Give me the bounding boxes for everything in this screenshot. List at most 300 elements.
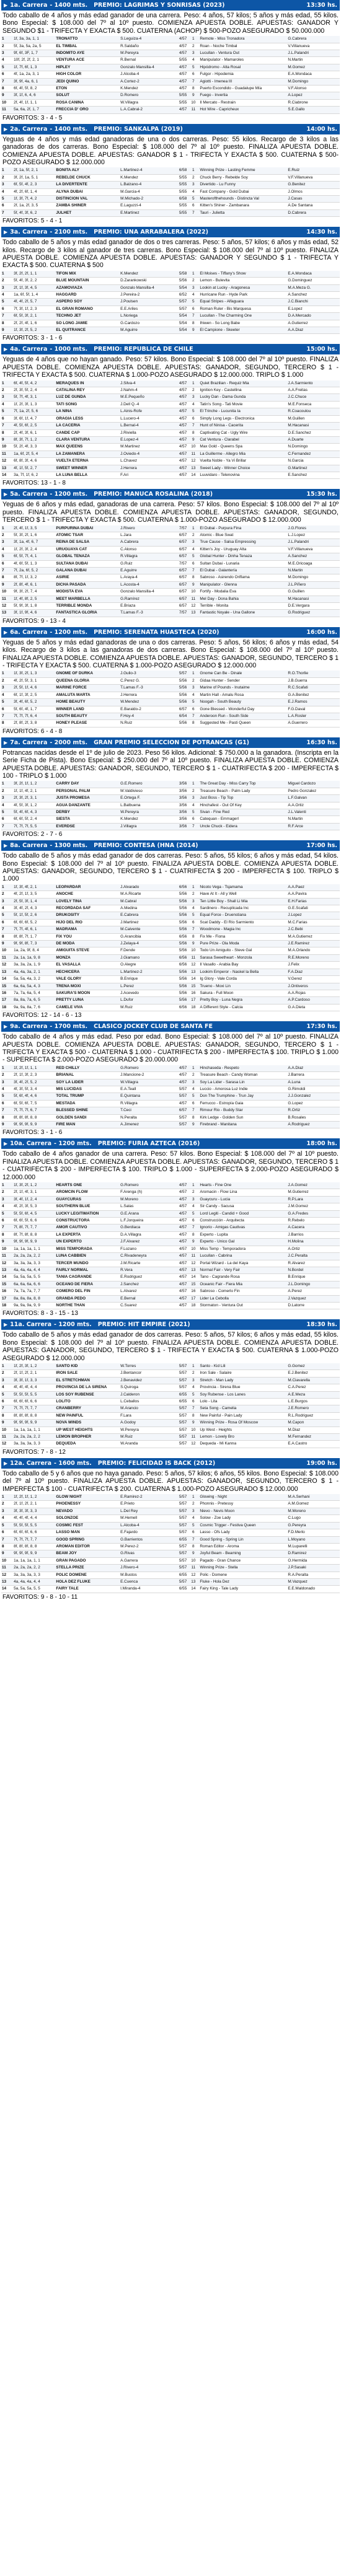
entry-number: 16 — [1, 990, 13, 996]
post-position: 1 — [187, 884, 199, 891]
trainer-name: E.Ruiz — [287, 167, 340, 174]
entry-form: 2a, 2a, 2a, 2, 2 — [13, 1253, 55, 1260]
horse-name: AMIGUITA STEVE — [55, 947, 120, 954]
race-distance: - 1200 mts. — [50, 628, 88, 636]
entry-weight: 6/57 — [170, 546, 187, 553]
race-block — [1, 124, 340, 225]
favorites-values: 3 - 1 - 6 — [40, 1129, 63, 1136]
entry-number: 9 — [1, 92, 13, 99]
entry-form: 5f, 3f, 2f, 1, 6 — [13, 532, 55, 538]
entry-form: 4f, 5f, 6f, 2, 5 — [13, 423, 55, 429]
race-conditions: Potrancas nacidas desde el 1º de julio de 2023. Peso 56 kilos. Adicional: $ 750.000 a la ganadora. (Inscripta en la Serie Ficha de Pista). Bono Especial: $ 250.000 del 7º al 10º puesto. FINALIZA APUESTA DOBLE. COMIENZA APUESTA DOBLE. APUESTAS: GANADOR, SEGUNDO, TERCERO $ 1 - CUATRIFECTA $ 200 - IMPERFECTA $ 100 - TRIPLO $ 1.000 — [2, 749, 339, 780]
entry-weight: 5/57 — [170, 1363, 187, 1370]
trainer-name: N.Bordel — [287, 1267, 340, 1273]
entry-number: 3 — [1, 539, 13, 546]
post-position: 17 — [187, 1295, 199, 1302]
entry-weight: 6/58 — [170, 195, 187, 202]
jockey-name: M.A.Ricarte — [120, 891, 170, 898]
entry-weight: 6/58 — [170, 167, 187, 174]
entry-form: 7f, 1a, 2f, 5, 6 — [13, 408, 55, 415]
jockey-name: K.Mendez — [120, 271, 170, 278]
favorites-label: FAVORITOS: — [2, 218, 41, 225]
entry-weight: 4/57 — [170, 465, 187, 472]
favorites-values: 3 - 1 - 6 — [40, 335, 63, 342]
jockey-name: L.Ainis-Rofe — [120, 408, 170, 415]
entry-form: 6f, 5f, 4f, 2, 3 — [13, 182, 55, 188]
entry-number: 3 — [1, 898, 13, 905]
entry-number: 10 — [1, 1557, 13, 1564]
entry-row — [1, 969, 340, 975]
trainer-name: A.Cacera — [287, 1224, 340, 1231]
entry-form: 2a, 2a, 2a, 2, 2 — [13, 1434, 55, 1441]
entry-number: 7 — [1, 926, 13, 933]
entry-row — [1, 1260, 340, 1267]
horse-breeding: El Dubai - Galantería — [199, 568, 287, 574]
trainer-name: J.Olmos — [287, 188, 340, 195]
horse-name: SOUTH BEAUTY — [55, 713, 120, 719]
entry-row — [1, 1391, 340, 1398]
entry-form: 3f, 3f, 1f, 3, 3 — [13, 1377, 55, 1384]
entry-form: 6a, 6a, 5a, 4, 3 — [13, 983, 55, 990]
race-header — [1, 0, 340, 11]
entry-form: 4f, 5f, 3f, 1, 2 — [13, 802, 55, 809]
trainer-name: R.Alvarez — [287, 1260, 340, 1267]
post-position: 6 — [187, 1100, 199, 1107]
entry-weight: 5/56 — [170, 685, 187, 692]
entry-weight: 5/55 — [170, 99, 187, 106]
trainer-name: M.E.Oricoaga — [287, 560, 340, 567]
entry-row — [1, 568, 340, 574]
horse-name: SOY LA LIDER — [55, 1079, 120, 1086]
post-position: 7 — [187, 1224, 199, 1231]
race-number: 11a. Carrera — [10, 1321, 51, 1329]
horse-name: SIESTA — [55, 816, 120, 823]
entry-number: 2 — [1, 788, 13, 794]
horse-name: EL VASALLA — [55, 962, 120, 969]
post-position: 13 — [187, 969, 199, 975]
entry-row — [1, 983, 340, 990]
jockey-name: W.Pereyra — [120, 1426, 170, 1433]
entries-table — [1, 525, 340, 617]
entry-form: 3f, 4f, 1f, 2, 4 — [13, 1196, 55, 1203]
horse-name: FIX YOU — [55, 933, 120, 940]
horse-breeding: Sabroso - Asirendo Oriflama — [199, 574, 287, 581]
entry-form: 4f, 4f, 2f, 5, 7 — [13, 299, 55, 306]
trainer-name: E.A.Castro — [287, 1441, 340, 1448]
horse-breeding: Kitten's Shiner - Zambanara — [199, 203, 287, 209]
jockey-name: J.Mancione-2 — [120, 1072, 170, 1079]
entry-weight: 3/56 — [170, 823, 187, 830]
entry-number: 8 — [1, 429, 13, 436]
race-distance: - 2100 mts. — [50, 229, 88, 236]
horse-breeding: Woodmone - Magia Inc — [199, 926, 287, 933]
race-header — [1, 1138, 340, 1149]
entry-number: 6 — [1, 71, 13, 78]
horse-breeding: Lasso - Ofs Lady — [199, 1529, 287, 1536]
horse-breeding: Treasure Beach - Candy Woman — [199, 1072, 287, 1079]
entry-weight: 5/57 — [170, 1412, 187, 1419]
horse-name: PROVINCIA DE LA SIRENA — [55, 1384, 120, 1391]
entry-weight: 5/57 — [170, 1114, 187, 1121]
post-position: 10 — [187, 444, 199, 451]
jockey-name: E.A.Teall — [120, 1086, 170, 1092]
horse-name: OCEANO DE FIERA — [55, 1281, 120, 1288]
horse-name: JEDI QUINO — [55, 78, 120, 85]
post-position: 10 — [187, 1426, 199, 1433]
horse-breeding: Atomic - Blue Swat — [199, 532, 287, 538]
horse-name: HIJO DEL RIO — [55, 919, 120, 926]
post-position: 16 — [187, 1288, 199, 1295]
race-distance: - 1600 mts. — [54, 1459, 92, 1467]
entry-row — [1, 1079, 340, 1086]
race-time: 17:00 hs. — [306, 842, 337, 850]
entry-form: 5a, 5a, 4a, 3, 2 — [13, 976, 55, 983]
horse-breeding: Ferrucco - Estropía Gaia — [199, 1100, 287, 1107]
horse-breeding: True Cause - Salsa Empressing — [199, 539, 287, 546]
entry-form: 1f, 3f, 4f, 2, 1 — [13, 884, 55, 891]
entry-number: 10 — [1, 947, 13, 954]
entry-weight: 4/57 — [170, 86, 187, 92]
horse-breeding: Lookim Emperor - Naskel la Bella — [199, 969, 287, 975]
entry-number: 12 — [1, 1441, 13, 1448]
entry-form: 3a, 3a, 2a, 1, 9 — [13, 962, 55, 969]
trainer-name: R.E.Moreno — [287, 954, 340, 961]
trainer-name: J.Barrios — [287, 1231, 340, 1238]
horse-breeding: Gnome Can Be - Dinale — [199, 670, 287, 677]
post-position: 4 — [187, 401, 199, 408]
trainer-name: J.L.Palandri — [287, 539, 340, 546]
horse-breeding: Firebrand - Manitana — [199, 1122, 287, 1128]
jockey-name: G.Arancibia — [120, 933, 170, 940]
post-position: 4 — [187, 802, 199, 809]
trainer-name: E.J.Ramos — [287, 699, 340, 706]
trainer-name: A.Rodriguez — [287, 1122, 340, 1128]
post-position: 6 — [187, 816, 199, 823]
post-position: 10 — [187, 99, 199, 106]
entry-weight: 5/57 — [170, 1441, 187, 1448]
race-block — [1, 227, 340, 342]
horse-breeding: Sir Candy - Sacusa — [199, 1203, 287, 1210]
entries-table — [1, 1363, 340, 1448]
entry-weight: 5/54 — [170, 320, 187, 327]
horse-name: TANIA CAGRANDE — [55, 1274, 120, 1281]
entry-row — [1, 43, 340, 50]
entry-row — [1, 912, 340, 919]
entry-weight: 5/56 — [170, 699, 187, 706]
race-time: 16:00 hs. — [306, 628, 337, 636]
horse-name: CLARA VENTURA — [55, 436, 120, 443]
favorites-line — [1, 1448, 340, 1456]
entry-row — [1, 209, 340, 216]
trainer-name: E.J.Benitez — [287, 1370, 340, 1377]
entry-weight: 5/56 — [170, 905, 187, 912]
horse-name: VENTURA ACE — [55, 57, 120, 64]
horse-name: LA EXPERTA — [55, 1231, 120, 1238]
favorites-values: 8 - 3 - 15 - 13 — [40, 1310, 78, 1317]
trainer-name: V.Gerez — [287, 976, 340, 983]
entry-form: 5f, 5f, 5f, 5, 5 — [13, 1522, 55, 1529]
race-prize: PREMIO: HIT EMPIRE (2021) — [97, 1321, 190, 1329]
horse-name: STELLA PRIZE — [55, 1565, 120, 1572]
entry-form: 1a, 1a, 1a, 1, 1 — [13, 1426, 55, 1433]
trainer-name: G.Guillen — [287, 589, 340, 596]
trainer-name: G.Cabrera — [287, 36, 340, 43]
entry-number: 14 — [1, 976, 13, 983]
entry-row — [1, 71, 340, 78]
trainer-name: M.Domingo — [287, 78, 340, 85]
post-position: 3 — [187, 394, 199, 401]
horse-breeding: A Different Style - Calcia — [199, 1004, 287, 1011]
entry-row — [1, 195, 340, 202]
horse-breeding: Sabroso - Comerlo Fin — [199, 1288, 287, 1295]
post-position: 12 — [187, 962, 199, 969]
post-position: 2 — [187, 788, 199, 794]
jockey-name: G.E.Arana — [120, 1210, 170, 1217]
favorites-label: FAVORITOS: — [2, 1012, 41, 1019]
race-distance: - 1200 mts. — [50, 491, 88, 498]
horse-breeding: Treasure Beach - Palm Lady — [199, 788, 287, 794]
entry-weight: 5/57 — [170, 1426, 187, 1433]
trainer-name: J.J.Gonzalez — [287, 1093, 340, 1100]
post-position: 8 — [187, 574, 199, 581]
horse-name: DICHA PASADA — [55, 581, 120, 588]
entry-number: 1 — [1, 1065, 13, 1072]
trainer-name: M.Gomez — [287, 64, 340, 71]
entry-row — [1, 816, 340, 823]
horse-name: MARINE FORCE — [55, 685, 120, 692]
jockey-name: J.Acevedo — [120, 990, 170, 996]
entry-weight: 6/57 — [170, 589, 187, 596]
post-position: 9 — [187, 327, 199, 334]
entry-row — [1, 685, 340, 692]
jockey-name: A.Cabrera — [120, 539, 170, 546]
entry-form: 5a, 5a, 5a, 5, 5 — [13, 1274, 55, 1281]
horse-name: ORAGIA LESS — [55, 415, 120, 422]
entry-form: 2f, 1a, 5f, 2, 1 — [13, 167, 55, 174]
entry-weight: 4/57 — [170, 1079, 187, 1086]
jockey-name: M.Perez-2 — [120, 1543, 170, 1550]
horse-name: MERAQUES IN — [55, 380, 120, 387]
horse-name: LA NINA — [55, 408, 120, 415]
entry-weight: 6/55 — [170, 1391, 187, 1398]
horse-breeding: Tano - Cagrande Rosa — [199, 1274, 287, 1281]
entry-weight: 4/57 — [170, 444, 187, 451]
entry-number: 6 — [1, 560, 13, 567]
jockey-name: F.Hoy-4 — [120, 713, 170, 719]
entry-row — [1, 1231, 340, 1238]
trainer-name: A.De Santana — [287, 203, 340, 209]
post-position: 2 — [187, 43, 199, 50]
horse-name: REINA DE SALSA — [55, 539, 120, 546]
entry-weight: 6/57 — [170, 1107, 187, 1114]
jockey-name: J.M.Ricarte — [120, 1260, 170, 1267]
entry-row — [1, 610, 340, 617]
entry-number: 6 — [1, 1100, 13, 1107]
entry-form: 5f, 5f, 6f, 4, 5 — [13, 1210, 55, 1217]
entry-weight: 4/57 — [170, 107, 187, 113]
trainer-name: C.A.Perez — [287, 1384, 340, 1391]
entry-row — [1, 596, 340, 602]
horse-breeding: Roan - Noche Timbal — [199, 43, 287, 50]
entry-number: 12 — [1, 1572, 13, 1578]
entry-form: 5f, 3a, 5a, 2a, 5 — [13, 43, 55, 50]
horse-name: BLESSED SHINE — [55, 1107, 120, 1114]
trainer-name: A.Gutierrez — [287, 320, 340, 327]
horse-name: GOOD SPRING — [55, 1536, 120, 1543]
race-time: 19:00 hs. — [306, 1459, 337, 1467]
entry-weight: 6/52 — [170, 292, 187, 299]
entry-row — [1, 36, 340, 43]
trainer-name: E.A.Mondaca — [287, 71, 340, 78]
trainer-name: N.Martin — [287, 568, 340, 574]
race-time: 14:00 hs. — [306, 125, 337, 133]
entry-number: 10 — [1, 444, 13, 451]
entry-row — [1, 1426, 340, 1433]
jockey-name: A.Medina — [120, 905, 170, 912]
horse-name: NORTHE THAN — [55, 1302, 120, 1309]
favorites-label: FAVORITOS: — [2, 1310, 41, 1317]
horse-breeding: Lolo - Lita — [199, 1399, 287, 1405]
trainer-name: O.Hermida — [287, 1557, 340, 1564]
post-position: 4 — [187, 188, 199, 195]
entry-weight: 4/57 — [170, 43, 187, 50]
entry-number: 12 — [1, 603, 13, 610]
entry-form: 3f, 3f, 3f, 3, 3 — [13, 1508, 55, 1514]
jockey-name: G.E.Romero — [120, 781, 170, 788]
entry-row — [1, 1267, 340, 1273]
jockey-name: M.Ruiz — [120, 1434, 170, 1441]
jockey-name: R.Villagra — [120, 1100, 170, 1107]
entry-form: 3a, 3a, 3a, 3, 3 — [13, 1441, 55, 1448]
entry-form: 2f, 4f, 1f, 3, 5 — [13, 525, 55, 532]
horse-breeding: Fuego - Invertia — [199, 92, 287, 99]
entry-weight: 6/56 — [170, 1004, 187, 1011]
post-position: 8 — [187, 320, 199, 327]
entry-form: 3f, 1f, 9f, 4, 6 — [13, 610, 55, 617]
jockey-name: L.Martinez-4 — [120, 167, 170, 174]
entry-weight: 5/56 — [170, 926, 187, 933]
entry-weight: 5/55 — [170, 188, 187, 195]
jockey-name: J.Nahm-4 — [120, 387, 170, 394]
horse-name: EL GRAN ROMANO — [55, 306, 120, 312]
entry-number: 1 — [1, 884, 13, 891]
entry-weight: 4/57 — [170, 1210, 187, 1217]
entry-row — [1, 891, 340, 898]
horse-breeding: Fortify - Modalia Eva — [199, 589, 287, 596]
entry-weight: 7/57 — [170, 525, 187, 532]
horse-breeding: Normal Fair - Very Fair — [199, 1267, 287, 1273]
post-position: 1 — [187, 670, 199, 677]
entry-number: 3 — [1, 1196, 13, 1203]
post-position: 7 — [187, 568, 199, 574]
post-position: 7 — [187, 713, 199, 719]
entry-form: 1f, 4f, 8f, 2, 5 — [13, 596, 55, 602]
entry-weight: 4/57 — [170, 394, 187, 401]
jockey-name: R.Bernal — [120, 57, 170, 64]
entry-weight: 5/54 — [170, 313, 187, 320]
jockey-name: E.Cuenca — [120, 1578, 170, 1585]
horse-name: MODISTA EVA — [55, 589, 120, 596]
horse-name: ATOMIC TSAR — [55, 532, 120, 538]
entry-row — [1, 933, 340, 940]
entry-row — [1, 278, 340, 284]
jockey-name: J.F.Alvarez — [120, 1239, 170, 1246]
entry-form: 4f, 4f, 4f, 4, 4 — [13, 1515, 55, 1522]
jockey-name: T.Lamas F.-3 — [120, 685, 170, 692]
entry-row — [1, 802, 340, 809]
horse-name: LUCKY LEGITIMATION — [55, 1210, 120, 1217]
trainer-name: G.Benitez — [287, 182, 340, 188]
entry-form: 10f, 2f, 2f, 2, 1 — [13, 57, 55, 64]
entry-row — [1, 1065, 340, 1072]
entry-weight: 4/57 — [170, 458, 187, 465]
horse-name: HOME BEAUTY — [55, 699, 120, 706]
post-position: 8 — [187, 1231, 199, 1238]
post-position: 8 — [187, 86, 199, 92]
entry-form: 5f, 5f, 5f, 5, 5 — [13, 1391, 55, 1398]
entry-form: 6f, 6f, 5f, 6, 6 — [13, 1218, 55, 1224]
trainer-name: R.Coacoulou — [287, 408, 340, 415]
entry-row — [1, 1572, 340, 1578]
entry-row — [1, 997, 340, 1004]
entry-number: 13 — [1, 1578, 13, 1585]
post-position: 9 — [187, 1550, 199, 1557]
post-position: 11 — [187, 954, 199, 961]
entry-number: 11 — [1, 1434, 13, 1441]
trainer-name: E.H.Farias — [287, 898, 340, 905]
post-position: 3 — [187, 1196, 199, 1203]
post-position: 7 — [187, 1107, 199, 1114]
entry-weight: 3/56 — [170, 781, 187, 788]
race-number: 4a. Carrera — [10, 346, 48, 353]
entry-row — [1, 458, 340, 465]
entry-row — [1, 1004, 340, 1011]
race-prize: PREMIO: LÁGRIMAS Y SONRISAS (2023) — [94, 2, 225, 9]
favorites-values: 9 - 8 - 10 - 11 — [40, 1593, 78, 1601]
jockey-name: R.Saldaño — [120, 43, 170, 50]
entry-form: 2f, 4f, 3f, 6, 1 — [13, 429, 55, 436]
jockey-name: E.Bernal — [120, 1295, 170, 1302]
horse-breeding: Manipulator - Mamaroles — [199, 57, 287, 64]
entry-form: 7f, 7f, 7f, 7, 7 — [13, 1405, 55, 1412]
jockey-name: G.Romero — [120, 1182, 170, 1189]
jockey-name: K.Mendez — [120, 86, 170, 92]
horse-name: PRETTY LUNA — [55, 997, 120, 1004]
entry-number: 2 — [1, 387, 13, 394]
race-time: 15:00 hs. — [306, 346, 337, 353]
post-position: 7 — [187, 313, 199, 320]
entry-number: 1 — [1, 167, 13, 174]
entry-weight: 5/57 — [170, 1515, 187, 1522]
post-position: 9 — [187, 92, 199, 99]
entry-form: 2f, 2f, 4f, 1, 6 — [13, 320, 55, 327]
entry-form: 3f, 1a, 4f, 6, 7 — [13, 539, 55, 546]
horse-name: FAIRLY NORMAL — [55, 1267, 120, 1273]
entry-number: 13 — [1, 465, 13, 472]
entries-table — [1, 781, 340, 830]
entry-weight: 6/57 — [170, 706, 187, 713]
horse-name: LEOPARDAR — [55, 884, 120, 891]
entry-form: 4f, 6f, 5f, 1, 3 — [13, 560, 55, 567]
race-number: 3a. Carrera — [10, 229, 48, 236]
entry-form: 1a, 2a, 9f, 8, 4 — [13, 947, 55, 954]
horse-breeding: Ig Glory - Vale Corda — [199, 976, 287, 983]
jockey-name: L.Dufor — [120, 997, 170, 1004]
post-position: 3 — [187, 50, 199, 57]
entry-row — [1, 1578, 340, 1585]
jockey-name: L.Martinez-2 — [120, 969, 170, 975]
entry-row — [1, 188, 340, 195]
